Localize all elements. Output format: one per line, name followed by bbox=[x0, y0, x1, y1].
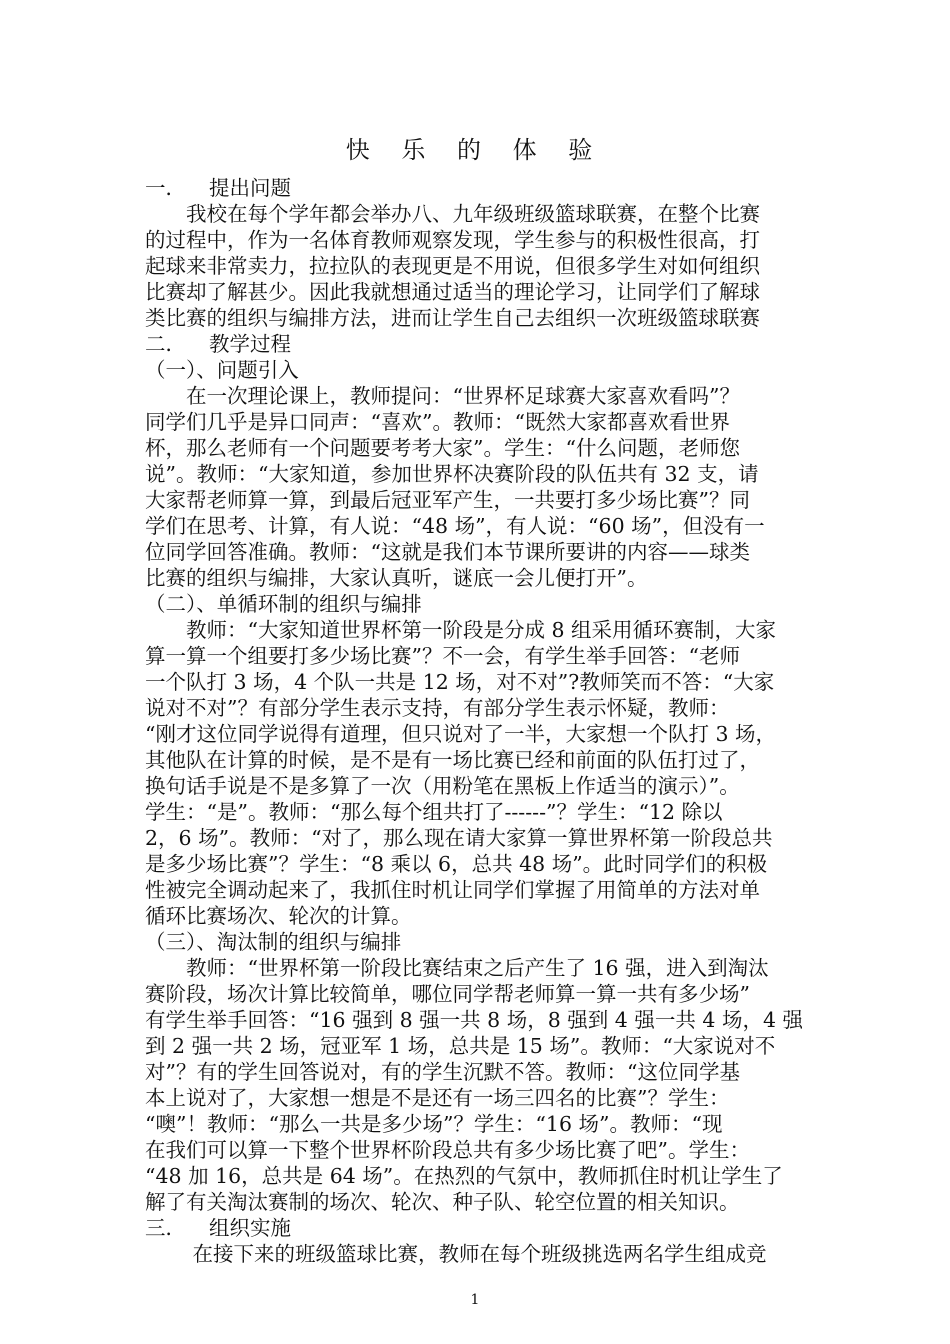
section-number: 二． bbox=[145, 332, 186, 356]
paragraph-line: 有学生举手回答：“16 强到 8 强一共 8 场，8 强到 4 强一共 4 场，4 强 bbox=[145, 1008, 804, 1032]
section-heading-2 bbox=[145, 331, 810, 357]
paragraph-line: 学生：“是”。教师：“那么每个组共打了------”？学生：“12 除以 bbox=[145, 800, 723, 824]
paragraph-line: 大家帮老师算一算，到最后冠亚军产生，一共要打多少场比赛”？同 bbox=[145, 488, 750, 512]
paragraph-line: 一个队打 3 场，4 个队一共是 12 场，对不对”?教师笑而不答：“大家 bbox=[145, 670, 775, 694]
paragraph-line: 2，6 场”。教师：“对了，那么现在请大家算一算世界杯第一阶段总共 bbox=[145, 826, 773, 850]
paragraph-line: 类比赛的组织与编排方法，进而让学生自己去组织一次班级篮球联赛 bbox=[145, 306, 760, 330]
paragraph-line: 在我们可以算一下整个世界杯阶段总共有多少场比赛了吧”。学生： bbox=[145, 1138, 750, 1162]
paragraph-line: 性被完全调动起来了，我抓住时机让同学们掌握了用简单的方法对单 bbox=[145, 878, 760, 902]
paragraph-line: 其他队在计算的时候，是不是有一场比赛已经和前面的队伍打过了， bbox=[145, 748, 760, 772]
section-heading-1 bbox=[145, 175, 810, 201]
paragraph-line: 的过程中，作为一名体育教师观察发现，学生参与的积极性很高，打 bbox=[145, 228, 760, 252]
paragraph-line: 比赛却了解甚少。因此我就想通过适当的理论学习，让同学们了解球 bbox=[145, 280, 760, 304]
paragraph-line: 循环比赛场次、轮次的计算。 bbox=[145, 904, 412, 928]
paragraph-line: 学们在思考、计算，有人说：“48 场”，有人说：“60 场”，但没有一 bbox=[145, 514, 765, 538]
section-number: 一． bbox=[145, 176, 186, 200]
paragraph-line: 解了有关淘汰赛制的场次、轮次、种子队、轮空位置的相关知识。 bbox=[145, 1190, 740, 1214]
paragraph-line: 说”。教师：“大家知道，参加世界杯决赛阶段的队伍共有 32 支，请 bbox=[145, 462, 759, 486]
paragraph-line: 比赛的组织与编排，大家认真听，谜底一会儿便打开”。 bbox=[145, 566, 648, 590]
paragraph-line: “刚才这位同学说得有道理，但只说对了一半，大家想一个队打 3 场， bbox=[145, 722, 777, 746]
section-title: 组织实施 bbox=[209, 1216, 291, 1240]
paragraph-line: 我校在每个学年都会举办八、九年级班级篮球联赛，在整个比赛 bbox=[145, 202, 760, 226]
section-title: 提出问题 bbox=[209, 176, 291, 200]
paragraph-line: 换句话手说是不是多算了一次（用粉笔在黑板上作适当的演示）”。 bbox=[145, 774, 740, 798]
paragraph-line: 对”？有的学生回答说对，有的学生沉默不答。教师：“这位同学基 bbox=[145, 1060, 740, 1084]
subsection-heading: （三）、淘汰制的组织与编排 bbox=[145, 930, 402, 954]
paragraph-line: 是多少场比赛”？学生：“8 乘以 6，总共 48 场”。此时同学们的积极 bbox=[145, 852, 768, 876]
paragraph-line: “噢”！教师：“那么一共是多少场”？学生：“16 场”。教师：“现 bbox=[145, 1112, 723, 1136]
section-number: 三． bbox=[145, 1216, 186, 1240]
section-title: 教学过程 bbox=[209, 332, 291, 356]
paragraph-line: 本上说对了，大家想一想是不是还有一场三四名的比赛”？学生： bbox=[145, 1086, 730, 1110]
paragraph-line: 在一次理论课上，教师提问：“世界杯足球赛大家喜欢看吗”？ bbox=[145, 384, 740, 408]
section-heading-3 bbox=[145, 1215, 810, 1241]
subsection-heading: （二）、单循环制的组织与编排 bbox=[145, 592, 422, 616]
paragraph-line: 位同学回答准确。教师：“这就是我们本节课所要讲的内容——球类 bbox=[145, 540, 750, 564]
page-number: 1 bbox=[470, 1292, 480, 1308]
paragraph-line: 杯，那么老师有一个问题要考考大家”。学生：“什么问题，老师您 bbox=[145, 436, 740, 460]
paragraph-line: 起球来非常卖力，拉拉队的表现更是不用说，但很多学生对如何组织 bbox=[145, 254, 760, 278]
paragraph-line: 赛阶段，场次计算比较简单，哪位同学帮老师算一算一共有多少场” bbox=[145, 982, 750, 1006]
paragraph-line: 说对不对”？有部分学生表示支持，有部分学生表示怀疑，教师： bbox=[145, 696, 730, 720]
paragraph-line: 同学们几乎是异口同声：“喜欢”。教师：“既然大家都喜欢看世界 bbox=[145, 410, 730, 434]
paragraph-line: 在接下来的班级篮球比赛，教师在每个班级挑选两名学生组成竞 bbox=[145, 1242, 767, 1266]
paragraph-line: 算一算一个组要打多少场比赛”？不一会，有学生举手回答：“老师 bbox=[145, 644, 740, 668]
paragraph-line: 教师：“大家知道世界杯第一阶段是分成 8 组采用循环赛制，大家 bbox=[145, 618, 777, 642]
paragraph-line: 到 2 强一共 2 场，冠亚军 1 场，总共是 15 场”。教师：“大家说对不 bbox=[145, 1034, 776, 1058]
paragraph-line: “48 加 16，总共是 64 场”。在热烈的气氛中，教师抓住时机让学生了 bbox=[145, 1164, 783, 1188]
document-title: 快 乐 的 体 验 bbox=[345, 136, 605, 164]
subsection-heading: （一）、问题引入 bbox=[145, 358, 299, 382]
paragraph-line: 教师：“世界杯第一阶段比赛结束之后产生了 16 强，进入到淘汰 bbox=[145, 956, 769, 980]
